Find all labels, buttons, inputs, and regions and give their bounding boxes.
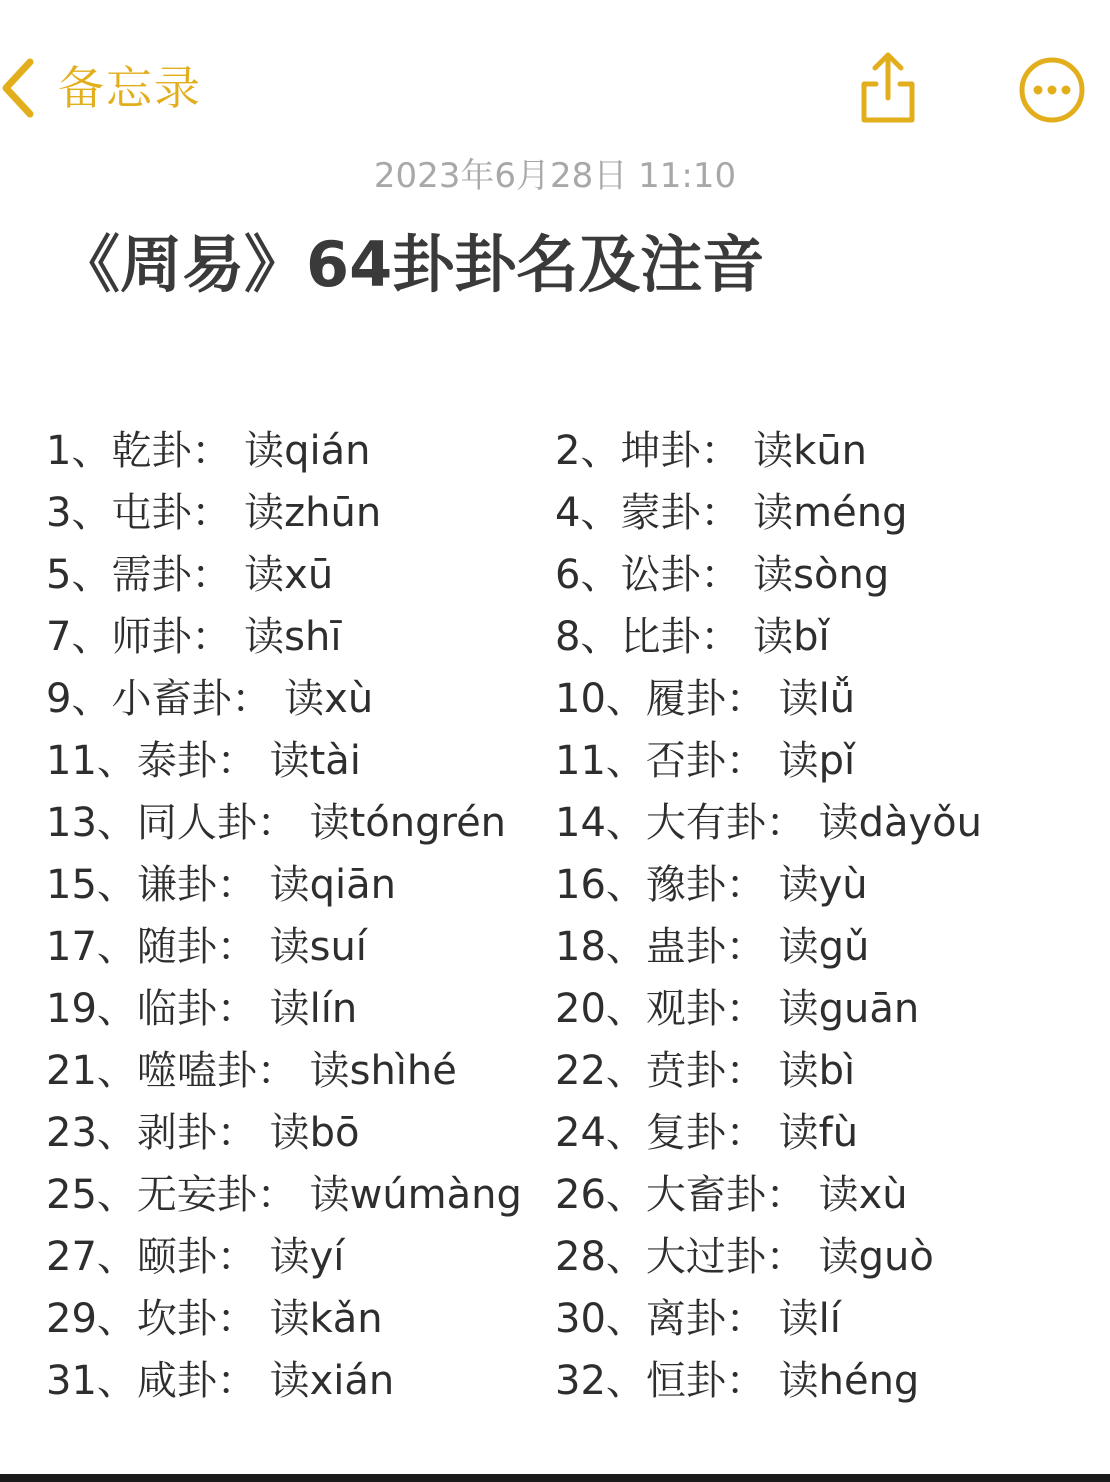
- list-row: [0, 1102, 1110, 1164]
- list-row: [0, 1164, 1110, 1226]
- list-row: [0, 606, 1110, 668]
- list-item: 19、临卦： 读lín: [46, 986, 358, 1032]
- list-row: [0, 792, 1110, 854]
- ellipsis-circle-icon: [1018, 109, 1086, 128]
- list-row: [0, 482, 1110, 544]
- share-button[interactable]: [856, 50, 920, 126]
- list-item: 3、屯卦： 读zhūn: [46, 490, 382, 536]
- note-date: 2023年6月28日 11:10: [373, 156, 737, 196]
- list-row: [0, 1040, 1110, 1102]
- back-label: 备忘录: [58, 61, 202, 115]
- list-row: [0, 668, 1110, 730]
- more-button[interactable]: [1018, 56, 1086, 124]
- list-item: 29、坎卦： 读kǎn: [46, 1296, 383, 1342]
- list-item: 7、师卦： 读shī: [46, 614, 342, 660]
- list-item: 6、讼卦： 读sòng: [555, 552, 890, 598]
- share-icon: [856, 111, 920, 130]
- list-row: [0, 420, 1110, 482]
- back-button[interactable]: [0, 55, 202, 121]
- list-item: 16、豫卦： 读yù: [555, 862, 868, 908]
- list-item: 21、噬嗑卦： 读shìhé: [46, 1048, 457, 1094]
- list-item: 8、比卦： 读bǐ: [555, 614, 830, 660]
- hexagram-list: [0, 420, 1110, 1412]
- list-row: [0, 1350, 1110, 1412]
- list-row: [0, 978, 1110, 1040]
- list-item: 4、蒙卦： 读méng: [555, 490, 908, 536]
- list-item: 5、需卦： 读xū: [46, 552, 334, 598]
- chevron-left-icon: [0, 58, 36, 118]
- list-item: 11、否卦： 读pǐ: [555, 738, 856, 784]
- list-item: 32、恒卦： 读héng: [555, 1358, 920, 1404]
- list-row: [0, 854, 1110, 916]
- list-item: 11、泰卦： 读tài: [46, 738, 361, 784]
- list-item: 31、咸卦： 读xián: [46, 1358, 395, 1404]
- list-row: [0, 916, 1110, 978]
- list-item: 22、贲卦： 读bì: [555, 1048, 856, 1094]
- list-row: [0, 544, 1110, 606]
- list-item: 27、颐卦： 读yí: [46, 1234, 345, 1280]
- list-row: [0, 1288, 1110, 1350]
- list-item: 2、坤卦： 读kūn: [555, 428, 868, 474]
- list-item: 17、随卦： 读suí: [46, 924, 367, 970]
- list-item: 9、小畜卦： 读xù: [46, 676, 374, 722]
- list-item: 24、复卦： 读fù: [555, 1110, 859, 1156]
- list-item: 15、谦卦： 读qiān: [46, 862, 396, 908]
- list-item: 30、离卦： 读lí: [555, 1296, 841, 1342]
- list-item: 25、无妄卦： 读wúmàng: [46, 1172, 522, 1218]
- navigation-bar: [0, 0, 1110, 140]
- list-item: 18、蛊卦： 读gǔ: [555, 924, 870, 970]
- list-item: 20、观卦： 读guān: [555, 986, 920, 1032]
- list-item: 10、履卦： 读lǚ: [555, 676, 856, 722]
- list-item: 26、大畜卦： 读xù: [555, 1172, 908, 1218]
- list-item: 28、大过卦： 读guò: [555, 1234, 934, 1280]
- list-item: 23、剥卦： 读bō: [46, 1110, 360, 1156]
- list-item: 1、乾卦： 读qián: [46, 428, 371, 474]
- list-item: 14、大有卦： 读dàyǒu: [555, 800, 983, 846]
- note-title: 《周易》64卦卦名及注音: [58, 228, 765, 301]
- bottom-edge: [0, 1474, 1110, 1482]
- list-row: [0, 1226, 1110, 1288]
- list-item: 13、同人卦： 读tóngrén: [46, 800, 507, 846]
- list-row: [0, 730, 1110, 792]
